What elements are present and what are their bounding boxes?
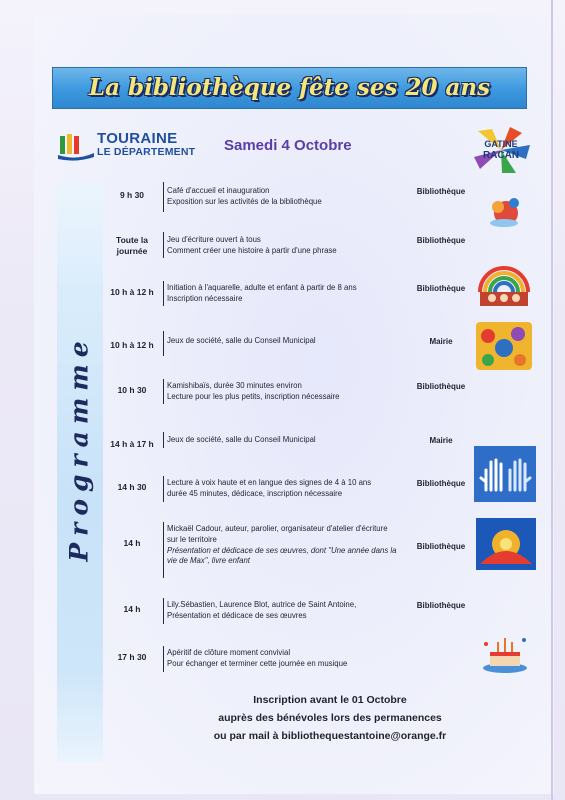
schedule-time-line: 10 h à 12 h (110, 340, 154, 350)
schedule-divider (163, 281, 164, 306)
touraine-subtitle: LE DÉPARTEMENT (97, 146, 196, 158)
schedule-activity-line: Lecture pour les plus petits, inscription nécessaire (167, 391, 340, 401)
schedule-place: Bibliothèque (416, 479, 466, 488)
schedule-place: Bibliothèque (416, 236, 466, 245)
schedule-time-line: 14 h (123, 604, 141, 614)
schedule-activity (167, 435, 412, 446)
schedule-divider (163, 598, 164, 624)
schedule-activity (167, 524, 412, 567)
schedule-activity-line: Café d'accueil et inauguration (167, 186, 270, 195)
schedule-divider (163, 476, 164, 502)
schedule-activity-line: Kamishibaïs, durée 30 minutes environ (167, 381, 302, 390)
schedule-activity-line: Présentation et dédicace de ses œuvres (167, 610, 307, 620)
schedule-divider (163, 379, 164, 404)
schedule-place: Bibliothèque (416, 542, 466, 551)
footer-registration-deadline: Inscription avant le 01 Octobre (253, 694, 407, 706)
schedule-activity (167, 600, 412, 622)
racan-line2: RACAN (482, 150, 520, 161)
schedule-activity-line: Pour échanger et terminer cette journée en musique (167, 658, 348, 668)
schedule-divider (163, 522, 164, 578)
schedule-activity-line: Jeux de société, salle du Conseil Municipal (167, 336, 316, 345)
gatine-racan-logo-icon (472, 127, 530, 173)
schedule-time-line: 17 h 30 (117, 652, 147, 662)
schedule-activity-line: sur le territoire (167, 534, 217, 544)
schedule-activity-line: Lecture à voix haute et en langue des signes de 4 à 10 ans (167, 478, 372, 487)
schedule-activity (167, 648, 412, 670)
schedule-time (101, 652, 163, 663)
schedule-activity (167, 235, 412, 257)
page-edge (551, 0, 553, 800)
schedule-divider (163, 182, 164, 212)
schedule-place: Bibliothèque (416, 284, 466, 293)
schedule-activity (167, 283, 412, 305)
schedule-activity-line: Lily.Sébastien, Laurence Blot, autrice de Saint Antoine, (167, 600, 357, 609)
schedule-place: Mairie (429, 436, 453, 445)
schedule-activity-line: durée 45 minutes, dédicace, inscription nécessaire (167, 488, 343, 498)
schedule-activity (167, 186, 412, 208)
programme-label: Programme (64, 334, 94, 562)
schedule-divider (163, 232, 164, 258)
footer-volunteers: auprès des bénévoles lors des permanences (218, 712, 442, 724)
schedule-time-line: 14 h à 17 h (110, 439, 154, 449)
schedule-time-line: journée (116, 246, 148, 257)
paint-splash-icon (484, 193, 526, 229)
sign-language-hands-icon (474, 446, 536, 502)
schedule-time (101, 385, 163, 396)
rainbow-painting-icon (476, 262, 532, 308)
event-date: Samedi 4 Octobre (224, 137, 352, 154)
schedule-time-line: 14 h 30 (117, 482, 147, 492)
schedule-time-line: 10 h à 12 h (110, 287, 154, 297)
schedule-divider (163, 331, 164, 356)
schedule-activity-line: vie de Max", livre enfant (167, 556, 250, 566)
party-cake-icon (478, 630, 532, 676)
schedule-time (101, 235, 163, 258)
board-game-icon (474, 320, 534, 372)
schedule-activity-line: Comment créer une histoire à partir d'une phrase (167, 245, 337, 255)
schedule-time-line: 9 h 30 (119, 190, 145, 200)
schedule-activity (167, 381, 412, 403)
touraine-logo-icon (58, 131, 94, 161)
racan-line1: GATINE (484, 139, 518, 149)
schedule-time (101, 340, 163, 351)
schedule-activity-line: Exposition sur les activités de la bibliothèque (167, 196, 322, 206)
touraine-name: TOURAINE (97, 130, 178, 147)
schedule-time (101, 538, 163, 549)
schedule-activity-line: Initiation à l'aquarelle, adulte et enfant à partir de 8 ans (167, 283, 357, 292)
schedule-time (101, 604, 163, 615)
schedule-activity-line: Jeu d'écriture ouvert à tous (167, 235, 261, 244)
schedule-activity (167, 478, 412, 500)
schedule-activity-line: Apéritif de clôture moment convivial (167, 648, 291, 657)
book-cover-icon (476, 518, 536, 570)
schedule-place: Bibliothèque (416, 187, 466, 196)
schedule-activity-line: Inscription nécessaire (167, 293, 243, 303)
schedule-time (101, 439, 163, 450)
schedule-place: Mairie (429, 337, 453, 346)
schedule-activity-line: Mickaël Cadour, auteur, parolier, organisateur d'atelier d'écriture (167, 524, 388, 533)
schedule-time (101, 287, 163, 298)
schedule-time (101, 190, 163, 201)
schedule-time-line: Toute la (116, 235, 148, 245)
schedule-time (101, 482, 163, 493)
schedule-activity-line: Présentation et dédicace de ses œuvres, dont "Une année dans la (167, 545, 397, 555)
banner-title: La bibliothèque fête ses 20 ans (88, 74, 491, 101)
schedule-divider (163, 646, 164, 672)
touraine-wordmark (97, 131, 195, 158)
schedule-place: Bibliothèque (416, 382, 466, 391)
schedule-activity (167, 336, 412, 347)
schedule-place: Bibliothèque (416, 601, 466, 610)
title-banner (52, 67, 527, 109)
schedule-activity-line: Jeux de société, salle du Conseil Municipal (167, 435, 316, 444)
footer-email: ou par mail à bibliothequestantoine@orange.fr (213, 730, 447, 742)
schedule-divider (163, 432, 164, 448)
schedule-time-line: 14 h (123, 538, 141, 548)
schedule-time-line: 10 h 30 (117, 385, 147, 395)
